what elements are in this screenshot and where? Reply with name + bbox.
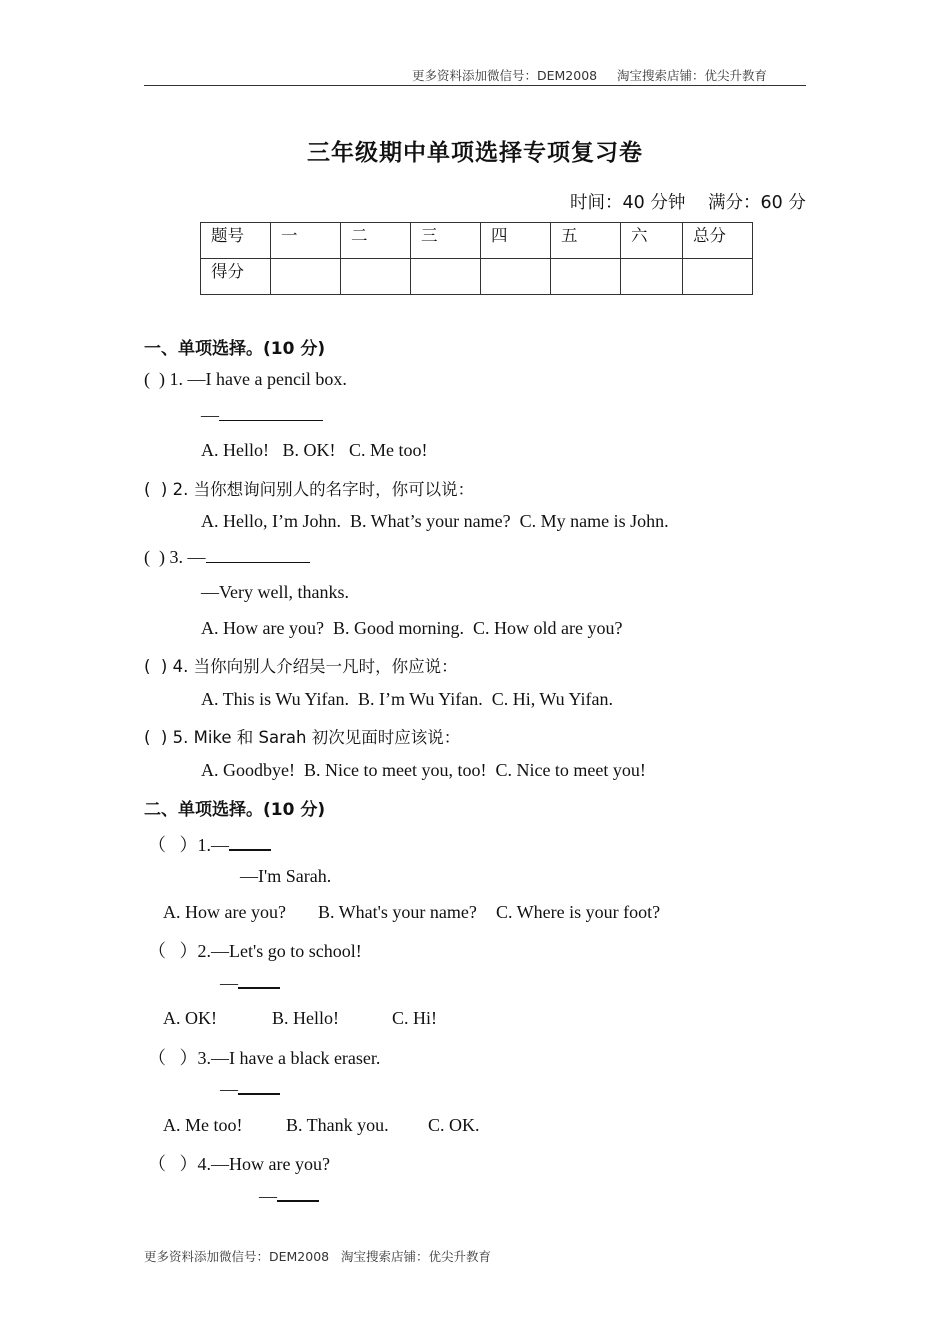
s1-q2-stem: ( ) 2. 当你想询问别人的名字时，你可以说： [144,480,475,499]
s2-q3-option-b: B. Thank you. [286,1115,389,1135]
s1-q1-stem: ( ) 1. —I have a pencil box. [144,369,347,389]
score-table-cell: 得分 [201,259,271,295]
answer-blank[interactable] [206,548,310,563]
section1-heading: 一、单项选择。(10 分) [144,339,326,359]
score-table-cell: 四 [481,223,551,259]
s1-q5-stem: ( ) 5. Mike 和 Sarah 初次见面时应该说： [144,728,461,747]
section2-heading: 二、单项选择。(10 分) [144,800,326,820]
s2-q3-option-a: A. Me too! [163,1115,243,1135]
s1-q1-answer-line: — [201,405,323,426]
answer-blank[interactable] [238,973,280,989]
s2-q4-answer-line: — [259,1186,319,1207]
s1-q3-options: A. How are you? B. Good morning. C. How old are you? [201,618,623,638]
s2-q2-stem: （ ）2.—Let's go to school! [148,941,362,961]
answer-blank[interactable] [238,1079,280,1095]
score-table-cell: 六 [621,223,683,259]
s2-q2-option-b: B. Hello! [272,1008,339,1028]
s1-q4-stem: ( ) 4. 当你向别人介绍吴一凡时，你应说： [144,657,458,676]
score-table-cell: 总分 [683,223,753,259]
page-title: 三年级期中单项选择专项复习卷 [307,140,643,166]
answer-blank[interactable] [229,835,271,851]
score-table-cell: 一 [271,223,341,259]
score-field[interactable] [481,259,551,295]
score-table-header-row [201,223,753,259]
s2-q1-reply: —I'm Sarah. [240,866,332,886]
s2-q2-option-c: C. Hi! [392,1008,437,1028]
s2-q1-option-a: A. How are you? [163,902,286,922]
s1-q1-options: A. Hello! B. OK! C. Me too! [201,440,428,460]
score-field[interactable] [621,259,683,295]
score-table-cell: 三 [411,223,481,259]
s2-q2-answer-line: — [220,973,280,994]
s2-q1-option-c: C. Where is your foot? [496,902,661,922]
score-table-score-row [201,259,753,295]
page-header: 更多资料添加微信号：DEM2008 淘宝搜索店铺：优尖升教育 [412,68,767,83]
s2-q3-answer-line: — [220,1079,280,1100]
header-divider [144,85,806,86]
score-table-cell: 五 [551,223,621,259]
score-field[interactable] [271,259,341,295]
s2-q4-stem: （ ）4.—How are you? [148,1154,330,1174]
score-field[interactable] [411,259,481,295]
s2-q1-stem: （ ）1.— [148,831,271,857]
score-table-cell: 题号 [201,223,271,259]
s1-q5-options: A. Goodbye! B. Nice to meet you, too! C. Nice to meet you! [201,760,646,780]
score-table [200,222,753,295]
score-field[interactable] [341,259,411,295]
s1-q2-options: A. Hello, I’m John. B. What’s your name? C. My name is John. [201,511,669,531]
answer-blank[interactable] [277,1186,319,1202]
s2-q2-option-a: A. OK! [163,1008,217,1028]
score-field[interactable] [551,259,621,295]
exam-full-score: 满分：60 分 [708,193,806,213]
s2-q3-option-c: C. OK. [428,1115,480,1135]
s2-q1-option-b: B. What's your name? [318,902,477,922]
answer-blank[interactable] [219,406,323,421]
page-footer: 更多资料添加微信号：DEM2008 淘宝搜索店铺：优尖升教育 [144,1249,492,1264]
s1-q4-options: A. This is Wu Yifan. B. I’m Wu Yifan. C. Hi, Wu Yifan. [201,689,613,709]
exam-time: 时间：40 分钟 [570,193,686,213]
s1-q3-stem: ( ) 3. — [144,547,310,568]
score-field[interactable] [683,259,753,295]
score-table-cell: 二 [341,223,411,259]
s1-q3-reply: —Very well, thanks. [201,582,349,602]
s2-q3-stem: （ ）3.—I have a black eraser. [148,1048,381,1068]
